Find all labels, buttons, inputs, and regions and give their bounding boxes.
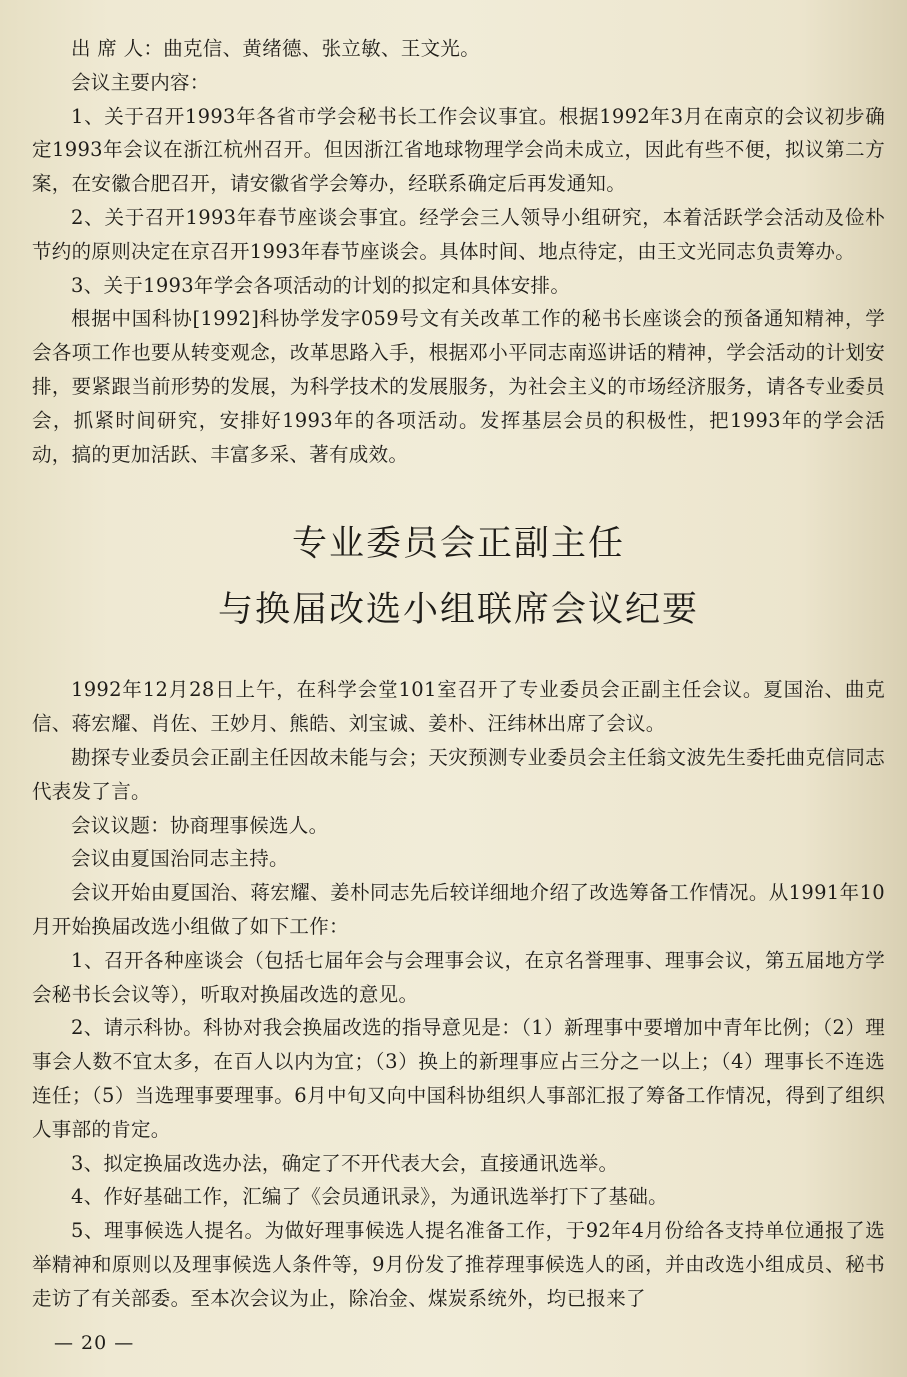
section-top — [32, 32, 885, 471]
attendees-line: 出 席 人：曲克信、黄绪德、张立敏、王文光。 — [71, 37, 480, 60]
meeting-intro: 1992年12月28日上午，在科学会堂101室召开了专业委员会正副主任会议。夏国治、曲克信、蒋宏耀、肖佐、王妙月、熊皓、刘宝诚、姜朴、汪纬林出席了会议。 — [32, 678, 885, 736]
work-item-3: 3、拟定换届改选办法，确定了不开代表大会，直接通讯选举。 — [71, 1151, 619, 1175]
agenda-item-3-detail: 根据中国科协[1992]科协学发字059号文有关改革工作的秘书长座谈会的预备通知精神，学会各项工作也要从转变观念，改革思路入手，根据邓小平同志南巡讲话的精神，学会活动的计划安排，要紧跟当前形势的发展，为科学技术的发展服务，为社会主义的市场经济服务，请各专业委员会，抓紧时间研究，安排好1993年的各项活动。发挥基层会员的积极性，把1993年的学会活动，搞的更加活跃、丰富多采、著有成效。 — [32, 307, 885, 466]
work-item-1: 1、召开各种座谈会（包括七届年会与会理事会议，在京名誉理事、理事会议，第五届地方学会秘书长会议等），听取对换届改选的意见。 — [32, 948, 885, 1006]
page-number: — 20 — — [54, 1332, 135, 1354]
agenda-item-2: 2、关于召开1993年春节座谈会事宜。经学会三人领导小组研究，本着活跃学会活动及俭朴节约的原则决定在京召开1993年春节座谈会。具体时间、地点待定，由王文光同志负责筹办。 — [32, 205, 885, 263]
article-title-line-2: 与换届改选小组联席会议纪要 — [217, 590, 699, 631]
absence-note: 勘探专业委员会正副主任因故未能与会；天灾预测专业委员会主任翁文波先生委托曲克信同志代表发了言。 — [32, 745, 885, 803]
agenda-item-3: 3、关于1993年学会各项活动的计划的拟定和具体安排。 — [71, 273, 571, 297]
work-item-2: 2、请示科协。科协对我会换届改选的指导意见是：（1）新理事中要增加中青年比例；（2）理事会人数不宜太多，在百人以内为宜；（3）换上的新理事应占三分之一以上；（4）理事长不连选连任；（5）当选理事要理事。6月中旬又向中国科协组织人事部汇报了筹备工作情况，得到了组织人事部的肯定。 — [32, 1016, 885, 1141]
work-item-4: 4、作好基础工作，汇编了《会员通讯录》，为通讯选举打下了基础。 — [71, 1185, 668, 1209]
meeting-chair: 会议由夏国治同志主持。 — [71, 847, 289, 871]
agenda-item-1: 1、关于召开1993年各省市学会秘书长工作会议事宜。根据1992年3月在南京的会议初步确定1993年会议在浙江杭州召开。但因浙江省地球物理学会尚未成立，因此有些不便，拟议第二方案，在安徽合肥召开，请安徽省学会筹办，经联系确定后再发通知。 — [32, 104, 885, 196]
agenda-heading: 会议主要内容： — [71, 70, 210, 94]
work-item-5: 5、理事候选人提名。为做好理事候选人提名准备工作，于92年4月份给各支持单位通报了选举精神和原则以及理事候选人条件等，9月份发了推荐理事候选人的函，并由改选小组成员、秘书走访了有关部委。至本次会议为止，除冶金、煤炭系统外，均已报来了 — [32, 1219, 885, 1310]
section-bottom — [32, 673, 885, 1315]
meeting-topic: 会议议题：协商理事候选人。 — [71, 813, 329, 837]
article-title-line-1: 专业委员会正副主任 — [291, 524, 625, 565]
work-intro: 会议开始由夏国治、蒋宏耀、姜朴同志先后较详细地介绍了改选筹备工作情况。从1991年10月开始换届改选小组做了如下工作： — [32, 881, 885, 938]
